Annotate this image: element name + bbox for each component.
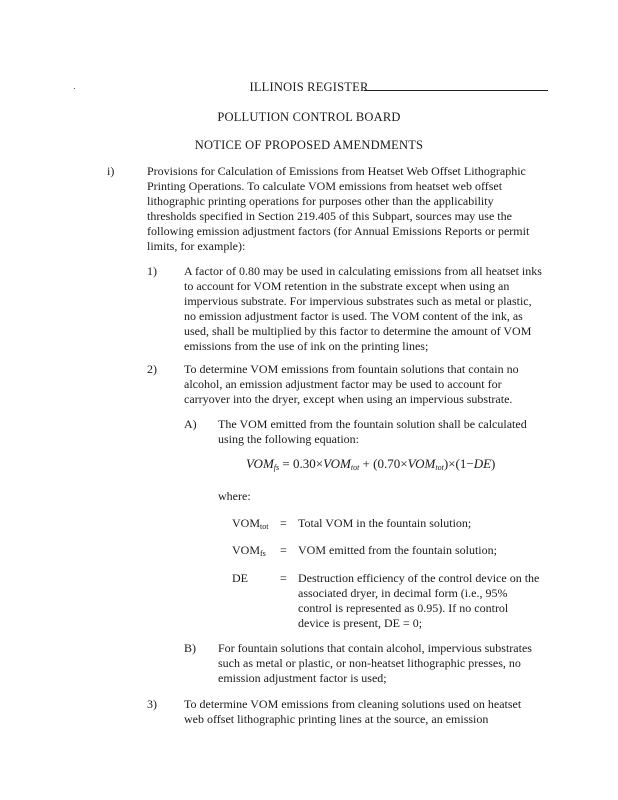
section-i-line-6: limits, for example): (147, 239, 246, 253)
item-2b-marker: B) (184, 641, 196, 655)
item-2-line-1: To determine VOM emissions from fountain solutions that contain no (184, 362, 519, 376)
def-de-line-2: associated dryer, in decimal form (i.e., 95% (298, 586, 508, 600)
item-3-marker: 3) (147, 697, 157, 711)
def-de-symbol: DE (232, 571, 248, 585)
section-i-line-2: Printing Operations. To calculate VOM emissions from heatset web offset (147, 179, 503, 193)
item-1-line-2: to account for VOM retention in the substrate except when using an (184, 279, 510, 293)
register-title: ILLINOIS REGISTER (249, 80, 369, 94)
def-de-line-3: control is represented as 0.95). If no control (298, 601, 509, 615)
def-vom-fs-symbol: $VOM_{fs}$ (232, 543, 266, 558)
board-title: POLLUTION CONTROL BOARD (217, 110, 401, 124)
item-1-line-1: A factor of 0.80 may be used in calculating emissions from all heatset inks (184, 264, 542, 278)
def-vom-tot-symbol: $VOM_{tot}$ (232, 516, 269, 531)
item-1-line-3: impervious substrate. For impervious substrates such as metal or plastic, (184, 294, 532, 308)
notice-title: NOTICE OF PROPOSED AMENDMENTS (194, 138, 424, 152)
register-underline (364, 90, 548, 91)
item-1-line-6: emissions from the use of ink on the printing lines; (184, 339, 429, 353)
section-i-line-5: following emission adjustment factors (for Annual Emissions Reports or permit (147, 224, 530, 238)
def-vom-fs-text: VOM emitted from the fountain solution; (298, 543, 497, 557)
item-2b-line-3: emission adjustment factor is used; (218, 671, 387, 685)
item-2b-line-1: For fountain solutions that contain alcohol, impervious substrates (218, 641, 532, 655)
def-vom-tot-equals: = (280, 516, 287, 530)
item-2-marker: 2) (147, 362, 157, 376)
item-1-line-4: no emission adjustment factor is used. The VOM content of the ink, as (184, 309, 523, 323)
item-1-marker: 1) (147, 264, 157, 278)
item-1-line-5: used, shall be multiplied by this factor to determine the amount of VOM (184, 324, 532, 338)
fountain-equation: $VOM_{fs} = 0.30\times VOM_{tot} + (0.70\times VOM_{tot})\times(1-DE)$ (246, 456, 496, 472)
def-de-line-4: device is present, DE = 0; (298, 616, 423, 630)
item-2-line-3: carryover into the dryer, except when using an impervious substrate. (184, 392, 513, 406)
def-vom-fs-equals: = (280, 543, 287, 557)
item-3-line-1: To determine VOM emissions from cleaning solutions used on heatset (184, 697, 522, 711)
section-i-line-1: Provisions for Calculation of Emissions from Heatset Web Offset Lithographic (147, 164, 526, 178)
where-label: where: (218, 489, 251, 503)
item-2-line-2: alcohol, an emission adjustment factor may be used to account for (184, 377, 502, 391)
item-2b-line-2: such as metal or plastic, or non-heatset lithographic presses, no (218, 656, 521, 670)
item-2a-marker: A) (184, 417, 197, 431)
section-i-line-4: thresholds specified in Section 219.405 of this Subpart, sources may use the (147, 209, 512, 223)
def-de-line-1: Destruction efficiency of the control device on the (298, 571, 540, 585)
item-2a-line-1: The VOM emitted from the fountain solution shall be calculated (218, 417, 527, 431)
def-vom-tot-text: Total VOM in the fountain solution; (298, 516, 472, 530)
section-i-marker: i) (107, 164, 115, 178)
section-i-line-3: lithographic printing operations for purposes other than the applicability (147, 194, 494, 208)
item-2a-line-2: using the following equation: (218, 432, 359, 446)
def-de-equals: = (280, 571, 287, 585)
item-3-line-2: web offset lithographic printing lines at the source, an emission (184, 712, 489, 726)
